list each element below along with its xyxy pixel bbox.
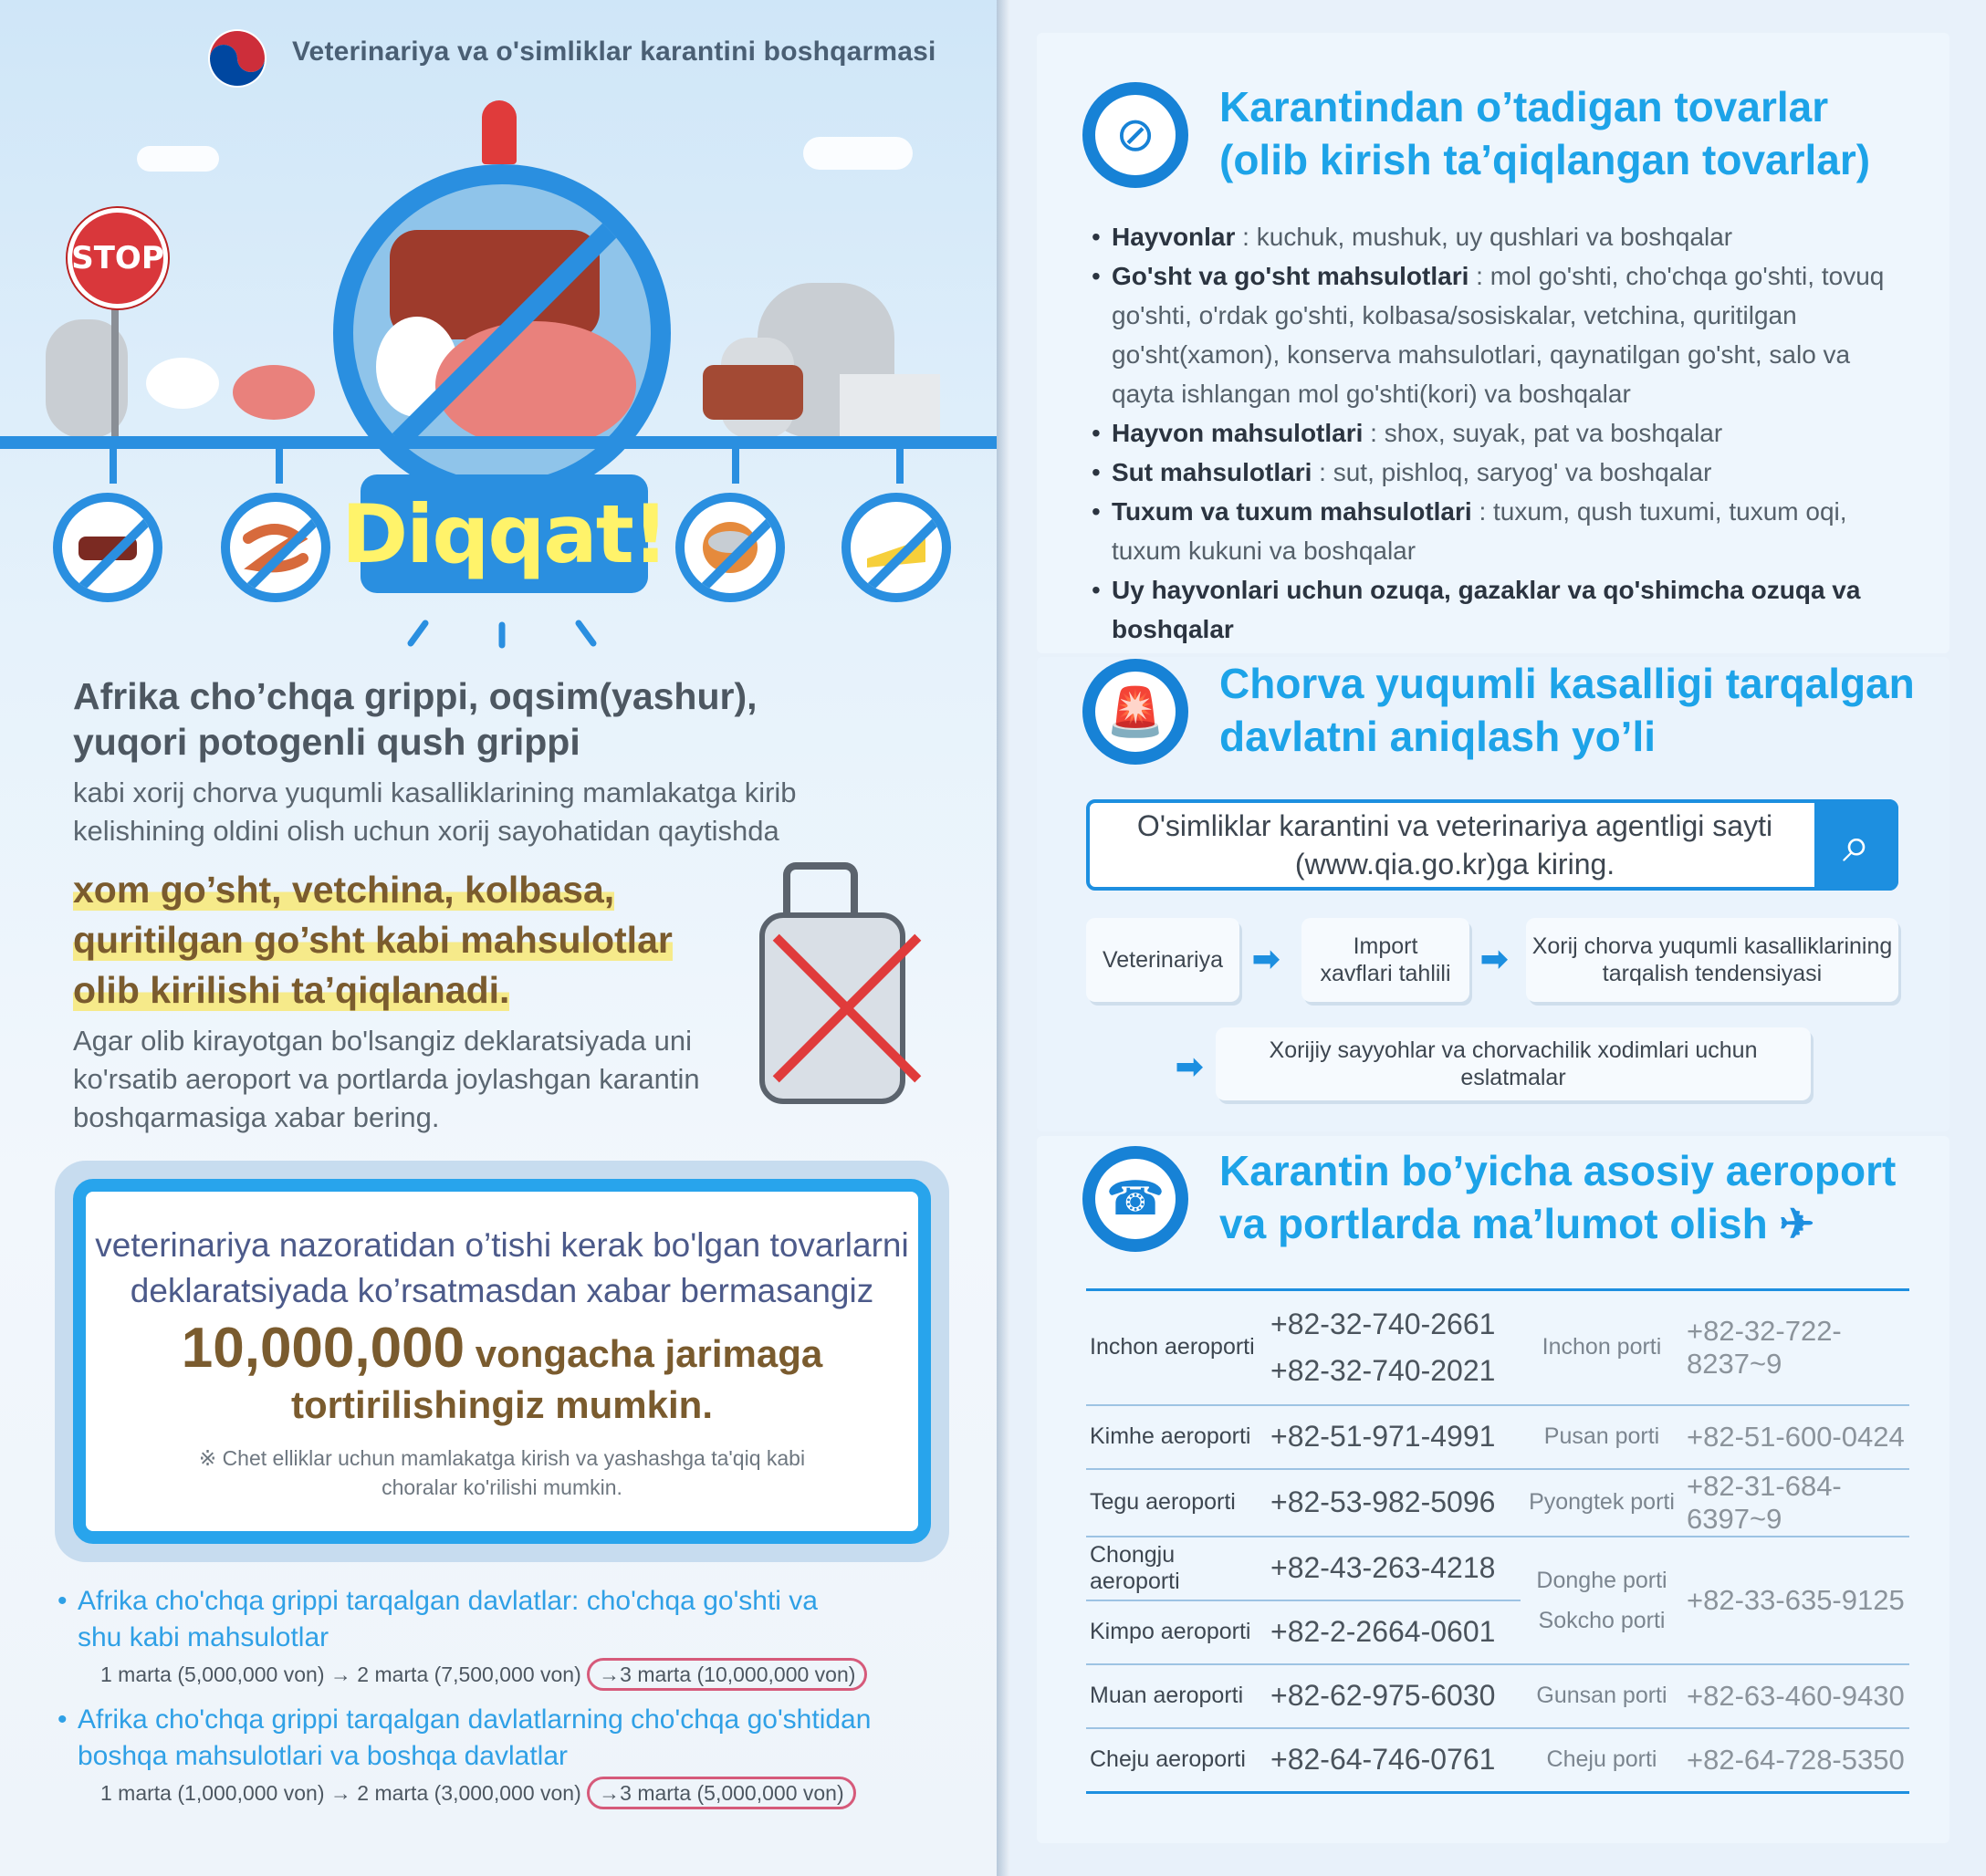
table-row: Kimpo aeroporti +82-2-2664-0601 [1086, 1600, 1909, 1664]
penalty-scale: 1 marta (1,000,000 von) → 2 marta (3,000,000 von) →3 marta (5,000,000 von) [100, 1781, 856, 1806]
prohibited-cheese-icon [841, 493, 951, 602]
alert-rays-icon [392, 607, 611, 652]
stop-sign-icon: STOP [68, 208, 168, 308]
prohibited-goods-list [1092, 217, 1895, 649]
list-item: • Tuxum va tuxum mahsulotlari : tuxum, qush tuxumi, tuxum oqi, tuxum kukuni va boshqalar [1092, 492, 1895, 570]
table-row: Kimhe aeroporti +82-51-971-4991 Pusan porti +82-51-600-0424 [1086, 1405, 1909, 1469]
list-item: • Go'sht va go'sht mahsulotlari : mol go'shti, cho'chqa go'shti, tovuq go'shti, o'rdak go'shti, kolbasa/sosiskalar, vetchina, quritilgan go'sht(xamon), konserva mahsulotlari, qaynatilgan go'sht, salo va qayta ishlangan mol go'shti(kori) va boshqalar [1092, 256, 1895, 413]
arrow-right-icon: ➡ [1176, 1047, 1204, 1085]
organization-name: Veterinariya va o'simliklar karantini boshqarmasi [292, 36, 936, 67]
step-disease-trends[interactable]: Xorij chorva yuqumli kasalliklarining tarqalish tendensiyasi [1526, 918, 1898, 1002]
fine-amount: 10,000,000 [181, 1317, 465, 1380]
search-icon[interactable]: ⌕ [1814, 799, 1898, 891]
list-item: • Hayvon mahsulotlari : shox, suyak, pat va boshqalar [1092, 413, 1895, 453]
penalty-item: • Afrika cho'chqa grippi tarqalgan davlatlar: cho'chqa go'shti va shu kabi mahsulotlar [78, 1583, 899, 1656]
table-row: Tegu aeroporti +82-53-982-5096 Pyongtek porti +82-31-684-6397~9 [1086, 1469, 1909, 1537]
section-title-contacts: Karantin bo’yicha asosiy aeroport va portlarda ma’lumot olish ✈ [1219, 1147, 1897, 1247]
penalty-scale: 1 marta (5,000,000 von) → 2 marta (7,500,000 von) →3 marta (10,000,000 von) [100, 1662, 867, 1687]
step-veterinary[interactable]: Veterinariya [1086, 918, 1239, 1002]
prohibition-warning: xom go’sht, vetchina, kolbasa, quritilgan go’sht kabi mahsulotlar olib kirilishi ta’qiqlanadi. [73, 869, 673, 1011]
headline: Afrika cho’chqa grippi, oqsim(yashur), yuqori potogenli qush grippi [73, 675, 758, 763]
declaration-instructions: Agar olib kirayotgan bo'lsangiz deklaratsiyada uni ko'rsatib aeroport va portlarda joylashgan karantin boshqarmasiga xabar bering. [73, 1025, 700, 1133]
table-row: Chongju aeroporti +82-43-263-4218 Donghe porti Sokcho porti +82-33-635-9125 [1086, 1537, 1909, 1600]
siren-icon: 🚨 [1082, 659, 1188, 765]
list-item: • Sut mahsulotlari : sut, pishloq, saryog' va boshqalar [1092, 453, 1895, 492]
site-search-box[interactable]: O'simliklar karantini va veterinariya agentligi sayti (www.qia.go.kr)ga kiring. ⌕ [1086, 799, 1898, 891]
step-traveler-notes[interactable]: Xorijiy sayyohlar va chorvachilik xodimlari uchun eslatmalar [1216, 1027, 1811, 1100]
table-row: Cheju aeroporti +82-64-746-0761 Cheju porti +82-64-728-5350 [1086, 1728, 1909, 1793]
attention-banner: Diqqat! [361, 474, 648, 593]
page-fold [997, 0, 1009, 1876]
intro-text: kabi xorij chorva yuqumli kasalliklarining mamlakatga kirib kelishining oldini olish uchun xorij sayohatidan qaytishda [73, 776, 797, 847]
list-item: • Uy hayvonlari uchun ozuqa, gazaklar va qo'shimcha ozuqa va boshqalar [1092, 570, 1895, 649]
prohibited-dried-meat-icon [53, 493, 162, 602]
section-title-prohibited-goods: Karantindan o’tadigan tovarlar (olib kirish ta’qiqlangan tovarlar) [1219, 83, 1871, 183]
siren-icon [482, 100, 517, 164]
contacts-table [1086, 1288, 1909, 1794]
list-item: • Hayvonlar : kuchuk, mushuk, uy qushlari va boshqalar [1092, 217, 1895, 256]
arrow-right-icon: ➡ [1252, 940, 1280, 977]
airplane-icon: ✈ [1779, 1200, 1815, 1247]
government-emblem-icon [206, 27, 268, 89]
prohibited-sausage-icon [221, 493, 330, 602]
table-row: Muan aeroporti +82-62-975-6030 Gunsan porti +82-63-460-9430 [1086, 1664, 1909, 1728]
prohibited-livestock-icon [333, 164, 671, 502]
fine-notice-box: veterinariya nazoratidan o’tishi kerak bo'lgan tovarlarni deklaratsiyada ko’rsatmasdan xabar bermasangiz 10,000,000 vongacha jarimaga tortirilishingiz mumkin. ※ Chet elliklar uchun mamlakatga kirish va yashashga ta'qiq kabi choralar ko'rilishi mumkin. [73, 1179, 931, 1544]
penalty-item: • Afrika cho'chqa grippi tarqalgan davlatlarning cho'chqa go'shtidan boshqa mahsulotlari va boshqa davlatlar [78, 1702, 899, 1775]
table-row: Inchon aeroporti +82-32-740-2661 +82-32-740-2021 Inchon porti +82-32-722-8237~9 [1086, 1290, 1909, 1405]
prohibited-items-icon: ⊘ [1082, 82, 1188, 188]
section-title-disease-lookup: Chorva yuqumli kasalligi tarqalgan davlatni aniqlash yo’li [1219, 660, 1915, 760]
phone-info-icon: ☎ [1082, 1146, 1188, 1252]
step-import-risk-analysis[interactable]: Import xavflari tahlili [1301, 918, 1469, 1002]
arrow-right-icon: ➡ [1480, 940, 1509, 977]
prohibited-canned-food-icon [675, 493, 785, 602]
